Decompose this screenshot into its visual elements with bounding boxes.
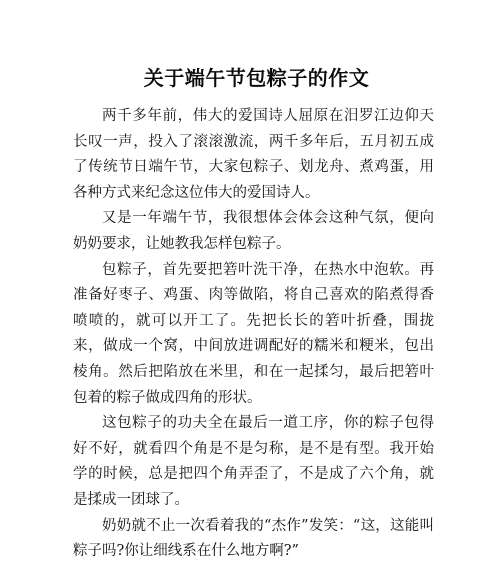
paragraph: 两千多年前，伟大的爱国诗人屈原在汨罗江边仰天长叹一声，投入了滚滚激流，两千多年后，五月初五成了传统节日端午节，大家包粽子、划龙舟、煮鸡蛋，用各种方式来纪念这位伟大的爱国诗人。 xyxy=(73,108,434,201)
paragraph: 这包粽子的功夫全在最后一道工序，你的粽子包得好不好，就看四个角是不是匀称，是不是有型。我开始学的时候，总是把四个角弄歪了，不是成了六个角，就是揉成一团球了。 xyxy=(73,415,434,508)
article-title: 关于端午节包粽子的作文 xyxy=(143,66,370,90)
paragraph: 奶奶就不止一次看着我的“杰作”发笑：“这，这能叫粽子吗?你让细线系在什么地方啊?” xyxy=(73,517,434,560)
paragraph: 又是一年端午节，我很想体会体会这种气氛，便向奶奶要求，让她教我怎样包粽子。 xyxy=(73,210,434,252)
paragraph: 包粽子，首先要把箬叶洗干净，在热水中泡软。再准备好枣子、鸡蛋、肉等做陷，将自己喜欢的陷煮得香喷喷的，就可以开工了。先把长长的箬叶折叠，围拢来，做成一个窝，中间放进调配好的糯米和粳米，包出棱角。然后把陷放在米里，和在一起揉匀，最后把箬叶包着的粽子做成四角的形状。 xyxy=(73,261,434,406)
article-body xyxy=(73,104,434,565)
